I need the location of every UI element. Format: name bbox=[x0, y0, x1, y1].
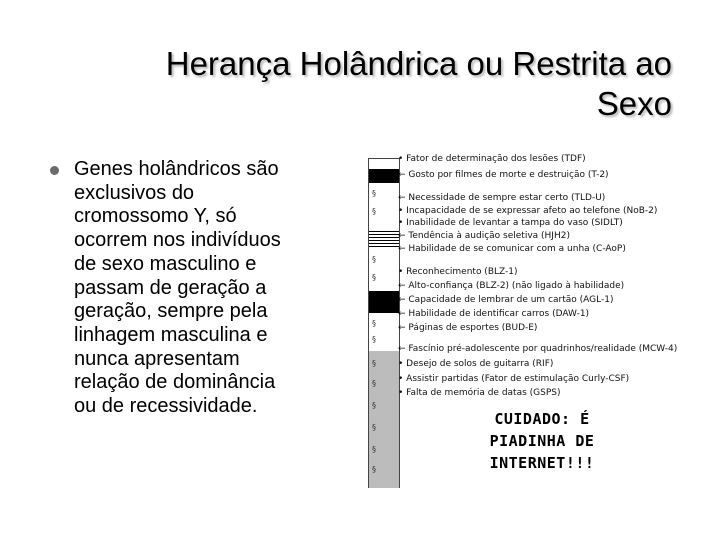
warning-line: PIADINHA DE bbox=[489, 432, 595, 450]
gene-label: ← Capacidade de lembrar de um cartão (AGL-1) bbox=[398, 295, 614, 305]
chromosome-tick: § bbox=[372, 207, 376, 216]
y-chromosome-diagram bbox=[368, 158, 400, 488]
gene-label: • Desejo de solos de guitarra (RIF) bbox=[398, 359, 554, 369]
chromosome-tick: § bbox=[372, 255, 376, 264]
gene-label: ← Páginas de esportes (BUD-E) bbox=[398, 323, 538, 333]
bullet-line: Genes holândricos são bbox=[74, 158, 279, 180]
bullet-line: passam de geração a bbox=[74, 276, 267, 299]
bullet-line: nunca apresentam bbox=[74, 347, 240, 370]
gene-label: ← Habilidade de identificar carros (DAW-1) bbox=[398, 309, 590, 319]
warning-line: INTERNET!!! bbox=[489, 454, 595, 472]
bullet-line: ou de recessividade. bbox=[74, 395, 258, 418]
bullet-line: ocorrem nos indivíduos bbox=[74, 229, 281, 252]
gene-label: ← Habilidade de se comunicar com a unha (C-AoP) bbox=[398, 244, 626, 254]
chromosome-tick: § bbox=[372, 465, 376, 474]
chromosome-tick: § bbox=[372, 335, 376, 344]
gene-label: • Reconhecimento (BLZ-1) bbox=[398, 267, 518, 277]
bullet-line: geração, sempre pela bbox=[74, 300, 268, 323]
chromosome-tick: § bbox=[372, 273, 376, 282]
gene-label: ← Tendência à audição seletiva (HJH2) bbox=[398, 231, 570, 241]
chromosome-band bbox=[369, 169, 399, 183]
bullet-line: cromossomo Y, só bbox=[74, 205, 237, 228]
chromosome-band bbox=[369, 291, 399, 313]
chromosome-tick: § bbox=[372, 445, 376, 454]
gene-label: • Falta de memória de datas (GSPS) bbox=[398, 388, 561, 398]
gene-label: ← Fascínio pré-adolescente por quadrinhos/realidade (MCW-4) bbox=[398, 344, 678, 354]
bullet-line: exclusivos do bbox=[74, 181, 195, 204]
bullet-paragraph bbox=[74, 158, 364, 419]
chromosome-tick: § bbox=[372, 319, 376, 328]
bullet-icon bbox=[50, 166, 59, 175]
chromosome-tick: § bbox=[372, 189, 376, 198]
warning-note bbox=[462, 408, 622, 474]
gene-label: ← Alto-confiança (BLZ-2) (não ligado à habilidade) bbox=[398, 281, 625, 291]
slide-title-line-2: Sexo bbox=[596, 85, 672, 122]
gene-label: • Incapacidade de se expressar afeto ao telefone (NoB-2) bbox=[398, 206, 658, 216]
gene-label: • Assistir partidas (Fator de estimulação Curly-CSF) bbox=[398, 374, 630, 384]
chromosome-tick: § bbox=[372, 423, 376, 432]
bullet-line: de sexo masculino e bbox=[74, 252, 257, 275]
gene-label: • Inabilidade de levantar a tampa do vaso (SIDLT) bbox=[398, 218, 623, 228]
gene-label: ← Gosto por filmes de morte e destruição (T-2) bbox=[398, 170, 609, 180]
gene-label-list bbox=[398, 150, 698, 398]
slide-title-line-1: Herança Holândrica ou Restrita ao bbox=[165, 45, 672, 82]
warning-line: CUIDADO: É bbox=[494, 410, 590, 428]
bullet-line: linhagem masculina e bbox=[74, 323, 268, 346]
gene-label: • Fator de determinação dos lesões (TDF) bbox=[398, 154, 586, 164]
chromosome-tick: § bbox=[372, 379, 376, 388]
gene-label: ← Necessidade de sempre estar certo (TLD-U) bbox=[398, 193, 606, 203]
bullet-line: relação de dominância bbox=[74, 371, 276, 394]
chromosome-band bbox=[369, 229, 399, 247]
chromosome-tick: § bbox=[372, 359, 376, 368]
slide-title bbox=[40, 44, 672, 124]
chromosome-tick: § bbox=[372, 401, 376, 410]
